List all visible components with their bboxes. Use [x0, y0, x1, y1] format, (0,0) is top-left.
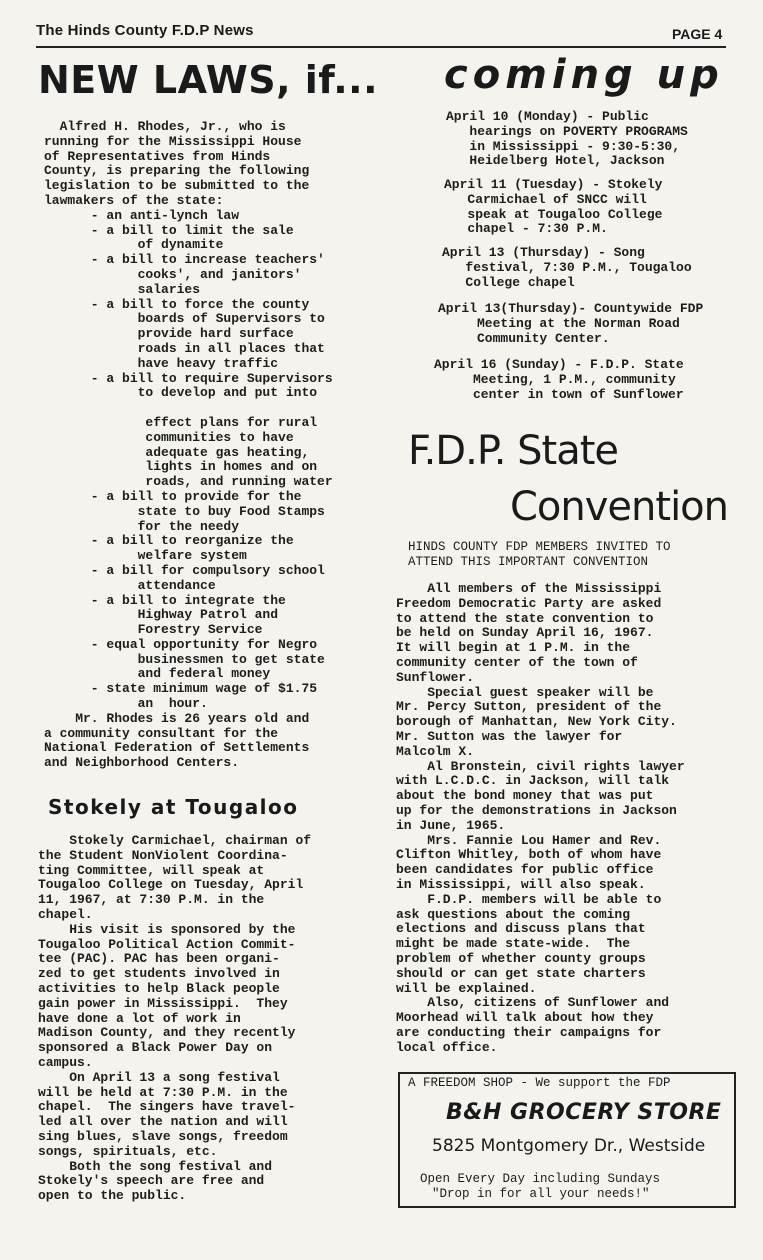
article-line: Also, citizens of Sunflower and: [396, 995, 670, 1011]
article-line: might be made state-wide. The: [396, 936, 631, 952]
coming-up-event: [444, 178, 662, 237]
article-line: Forestry Service: [44, 622, 263, 638]
article-line: a community consultant for the: [44, 725, 279, 741]
event-line: chapel - 7:30 P.M.: [444, 221, 608, 237]
article-line: tee (PAC). PAC has been organi-: [38, 951, 280, 967]
article-line: On April 13 a song festival: [38, 1069, 280, 1085]
article-line: Al Bronstein, civil rights lawyer: [396, 758, 685, 774]
new-laws-article: [44, 120, 333, 771]
article-line: have heavy traffic: [44, 355, 279, 371]
article-line: chapel. The singers have travel-: [38, 1099, 296, 1115]
article-line: have done a lot of work in: [38, 1010, 241, 1026]
event-line: festival, 7:30 P.M., Tougaloo: [442, 259, 692, 275]
article-line: to develop and put into: [44, 385, 318, 401]
article-line: - a bill to force the county: [44, 296, 310, 312]
coming-up-event: [434, 358, 684, 402]
article-line: running for the Mississippi House: [44, 133, 302, 149]
event-line: Meeting, 1 P.M., community: [434, 371, 676, 387]
ad-slogan: "Drop in for all your needs!": [432, 1187, 650, 1201]
convention-article: [396, 582, 685, 1056]
article-line: zed to get students involved in: [38, 966, 280, 982]
article-line: the Student NonViolent Coordina-: [38, 847, 288, 863]
article-line: - a bill to increase teachers': [44, 252, 325, 268]
article-line: boards of Supervisors to: [44, 311, 325, 327]
article-line: - a bill to reorganize the: [44, 533, 294, 549]
article-line: gain power in Mississippi. They: [38, 995, 288, 1011]
article-line: effect plans for rural: [44, 414, 318, 430]
article-line: Mr. Sutton was the lawyer for: [396, 728, 623, 744]
article-line: salaries: [44, 281, 201, 297]
article-line: Madison County, and they recently: [38, 1025, 296, 1041]
article-line: - an anti-lynch law: [44, 207, 240, 223]
article-line: Malcolm X.: [396, 743, 475, 759]
article-line: It will begin at 1 P.M. in the: [396, 640, 631, 656]
article-line: - a bill to limit the sale: [44, 222, 294, 238]
subhead-line: ATTEND THIS IMPORTANT CONVENTION: [408, 554, 649, 569]
stokely-headline: Stokely at Tougaloo: [48, 795, 299, 819]
event-line: Heidelberg Hotel, Jackson: [446, 153, 665, 169]
convention-headline-line1: F.D.P. State: [408, 428, 619, 474]
stokely-article: [38, 834, 311, 1204]
article-line: [44, 401, 333, 416]
event-line: center in town of Sunflower: [434, 386, 684, 402]
article-line: sing blues, slave songs, freedom: [38, 1128, 288, 1144]
article-line: led all over the nation and will: [38, 1114, 288, 1130]
event-line: speak at Tougaloo College: [444, 206, 663, 222]
article-line: will be held at 7:30 P.M. in the: [38, 1084, 288, 1100]
article-line: Both the song festival and: [38, 1158, 273, 1174]
coming-up-headline: coming up: [444, 52, 724, 98]
article-line: are conducting their campaigns for: [396, 1024, 662, 1040]
article-line: All members of the Mississippi: [396, 581, 662, 596]
article-line: and federal money: [44, 666, 271, 682]
article-line: Highway Patrol and: [44, 607, 279, 623]
article-line: and Neighborhood Centers.: [44, 755, 240, 771]
article-line: communities to have: [44, 429, 294, 445]
event-line: April 11 (Tuesday) - Stokely: [444, 177, 663, 192]
ad-store-name: B&H GROCERY STORE: [446, 1100, 722, 1125]
article-line: - a bill for compulsory school: [44, 562, 325, 578]
article-line: chapel.: [38, 906, 93, 922]
new-laws-headline: NEW LAWS, if...: [38, 58, 379, 102]
article-line: Stokely's speech are free and: [38, 1173, 265, 1189]
article-line: Moorhead will talk about how they: [396, 1010, 654, 1026]
article-line: ting Committee, will speak at: [38, 862, 265, 878]
article-line: - a bill to integrate the: [44, 592, 286, 608]
article-line: businessmen to get state: [44, 651, 325, 667]
article-line: F.D.P. members will be able to: [396, 891, 662, 907]
event-line: in Mississippi - 9:30-5:30,: [446, 138, 681, 154]
convention-subhead: [408, 540, 671, 570]
article-line: open to the public.: [38, 1188, 187, 1204]
article-line: ask questions about the coming: [396, 906, 631, 922]
article-line: borough of Manhattan, New York City.: [396, 714, 677, 730]
article-line: roads, and running water: [44, 474, 333, 490]
article-line: Mr. Percy Sutton, president of the: [396, 699, 662, 715]
article-line: in Mississippi, will also speak.: [396, 876, 646, 892]
article-line: Stokely Carmichael, chairman of: [38, 833, 312, 848]
article-line: lights in homes and on: [44, 459, 318, 475]
article-line: County, is preparing the following: [44, 163, 310, 179]
article-line: Mr. Rhodes is 26 years old and: [44, 710, 310, 726]
article-line: Clifton Whitley, both of whom have: [396, 847, 662, 863]
article-line: of dynamite: [44, 237, 224, 253]
article-line: community center of the town of: [396, 654, 638, 670]
coming-up-event: [446, 110, 688, 169]
article-line: should or can get state charters: [396, 965, 646, 981]
article-line: Mrs. Fannie Lou Hamer and Rev.: [396, 832, 662, 848]
article-line: be held on Sunday April 16, 1967.: [396, 625, 654, 641]
article-line: legislation to be submitted to the: [44, 178, 310, 194]
event-line: April 13 (Thursday) - Song: [442, 245, 645, 260]
event-line: April 16 (Sunday) - F.D.P. State: [434, 357, 684, 372]
event-line: April 13(Thursday)- Countywide FDP: [438, 301, 704, 316]
article-line: in June, 1965.: [396, 817, 506, 833]
article-line: Tougaloo College on Tuesday, April: [38, 877, 304, 893]
subhead-line: HINDS COUNTY FDP MEMBERS INVITED TO: [408, 540, 671, 554]
article-line: about the bond money that was put: [396, 788, 654, 804]
event-line: Community Center.: [438, 330, 610, 346]
ad-address: 5825 Montgomery Dr., Westside: [432, 1136, 706, 1156]
coming-up-event: [442, 246, 692, 290]
article-line: activities to help Black people: [38, 980, 280, 996]
article-line: elections and discuss plans that: [396, 921, 646, 937]
article-line: campus.: [38, 1054, 93, 1070]
article-line: up for the demonstrations in Jackson: [396, 802, 677, 818]
article-line: National Federation of Settlements: [44, 740, 310, 756]
masthead-divider: [36, 46, 726, 48]
article-line: Sunflower.: [396, 669, 475, 685]
page-number: PAGE 4: [672, 26, 723, 42]
article-line: songs, spirituals, etc.: [38, 1143, 218, 1159]
article-line: problem of whether county groups: [396, 950, 646, 966]
event-line: Meeting at the Norman Road: [438, 315, 680, 331]
article-line: Special guest speaker will be: [396, 684, 654, 700]
article-line: local office.: [396, 1039, 498, 1055]
event-line: April 10 (Monday) - Public: [446, 109, 649, 124]
event-line: Carmichael of SNCC will: [444, 191, 647, 207]
article-line: 11, 1967, at 7:30 P.M. in the: [38, 892, 265, 908]
event-line: College chapel: [442, 274, 575, 290]
article-line: adequate gas heating,: [44, 444, 310, 460]
article-line: for the needy: [44, 518, 240, 534]
coming-up-event: [438, 302, 703, 346]
article-line: His visit is sponsored by the: [38, 921, 296, 937]
ad-tagline: A FREEDOM SHOP - We support the FDP: [408, 1076, 671, 1090]
article-line: will be explained.: [396, 980, 537, 996]
article-line: to attend the state convention to: [396, 610, 654, 626]
article-line: - a bill to provide for the: [44, 488, 302, 504]
article-line: Freedom Democratic Party are asked: [396, 595, 662, 611]
ad-hours: Open Every Day including Sundays: [420, 1172, 661, 1186]
article-line: - state minimum wage of $1.75: [44, 681, 318, 697]
convention-headline-line2: Convention: [510, 484, 729, 530]
article-line: roads in all places that: [44, 340, 325, 356]
event-line: hearings on POVERTY PROGRAMS: [446, 123, 688, 139]
article-line: with L.C.D.C. in Jackson, will talk: [396, 773, 670, 789]
article-line: state to buy Food Stamps: [44, 503, 325, 519]
article-line: Alfred H. Rhodes, Jr., who is: [44, 119, 286, 134]
article-line: sponsored a Black Power Day on: [38, 1040, 273, 1056]
article-line: lawmakers of the state:: [44, 192, 224, 208]
article-line: provide hard surface: [44, 326, 294, 342]
article-line: been candidates for public office: [396, 862, 654, 878]
article-line: - a bill to require Supervisors: [44, 370, 333, 386]
article-line: Tougaloo Political Action Commit-: [38, 936, 296, 952]
article-line: cooks', and janitors': [44, 266, 302, 282]
article-line: an hour.: [44, 696, 208, 712]
article-line: of Representatives from Hinds: [44, 148, 271, 164]
article-line: welfare system: [44, 548, 247, 564]
article-line: attendance: [44, 577, 216, 593]
newspaper-name: The Hinds County F.D.P News: [36, 22, 254, 39]
article-line: - equal opportunity for Negro: [44, 636, 318, 652]
